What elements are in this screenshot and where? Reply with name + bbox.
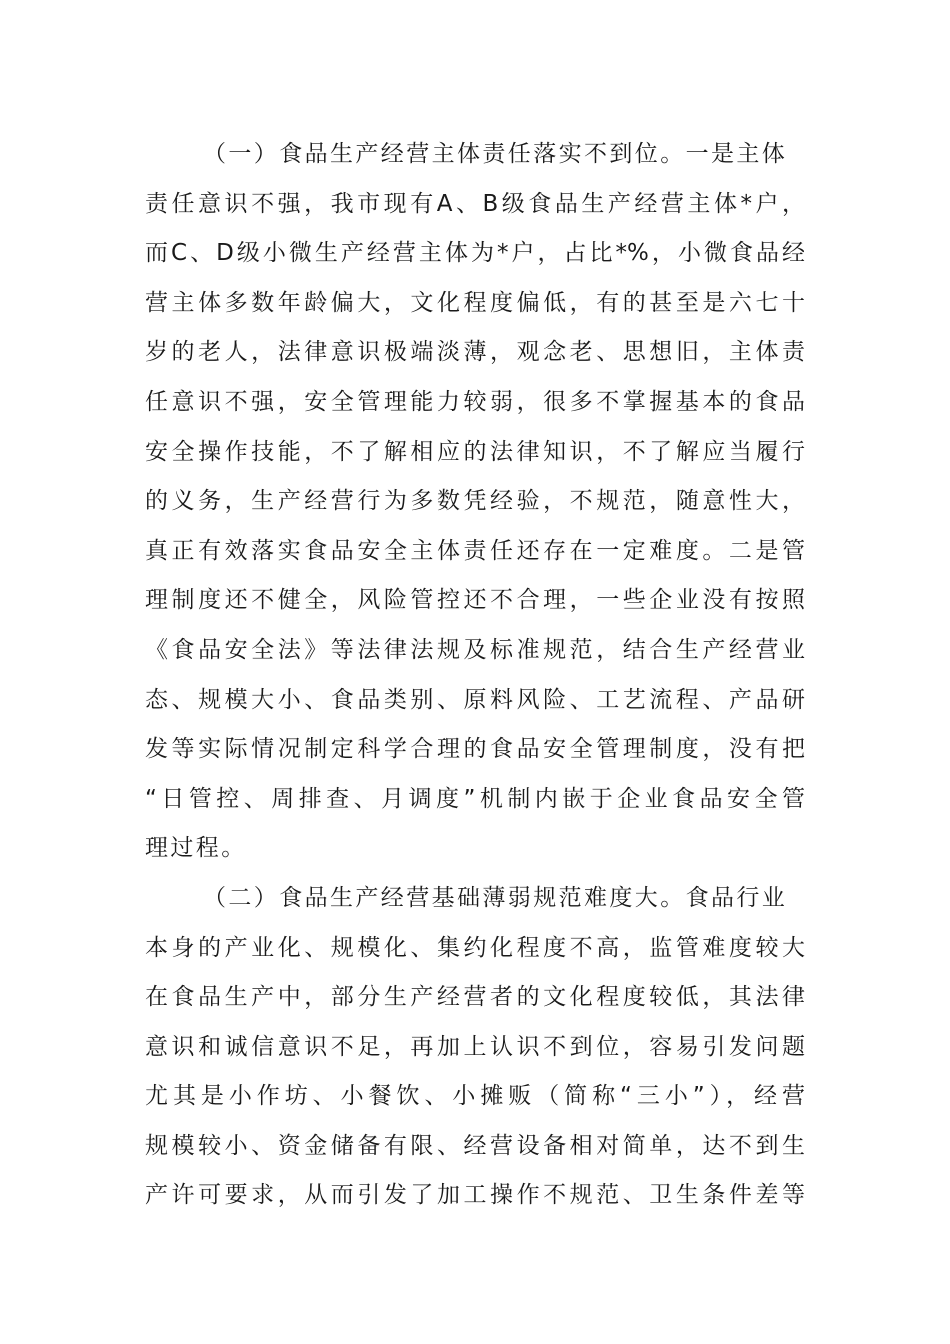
- paragraph-2-line-2: 本身的产业化、规模化、集约化程度不高，监管难度较大: [145, 934, 805, 961]
- paragraph-1-line-11: 《食品安全法》等法律法规及标准规范，结合生产经营业: [145, 636, 805, 663]
- paragraph-2-line-5: 尤其是小作坊、小餐饮、小摊贩（简称“三小”），经营: [145, 1083, 805, 1110]
- paragraph-1-line-4: 营主体多数年龄偏大，文化程度偏低，有的甚至是六七十: [145, 289, 805, 316]
- paragraph-1-line-15: 理过程。: [145, 835, 247, 862]
- paragraph-1-line-8: 的义务，生产经营行为多数凭经验，不规范，随意性大，: [145, 488, 805, 515]
- paragraph-1-line-3: 而C、D级小微生产经营主体为*户，占比*%，小微食品经: [145, 240, 805, 267]
- paragraph-1-line-14: “日管控、周排查、月调度”机制内嵌于企业食品安全管: [145, 785, 805, 812]
- paragraph-2-line-4: 意识和诚信意识不足，再加上认识不到位，容易引发问题: [145, 1033, 805, 1060]
- paragraph-2-line-1: （二）食品生产经营基础薄弱规范难度大。食品行业: [203, 884, 788, 911]
- paragraph-1-line-9: 真正有效落实食品安全主体责任还存在一定难度。二是管: [145, 537, 805, 564]
- paragraph-1-line-13: 发等实际情况制定科学合理的食品安全管理制度，没有把: [145, 736, 805, 763]
- paragraph-1-line-5: 岁的老人，法律意识极端淡薄，观念老、思想旧，主体责: [145, 339, 805, 366]
- paragraph-1-line-6: 任意识不强，安全管理能力较弱，很多不掌握基本的食品: [145, 388, 805, 415]
- paragraph-1-line-10: 理制度还不健全，风险管控还不合理，一些企业没有按照: [145, 587, 805, 614]
- paragraph-2-line-7: 产许可要求，从而引发了加工操作不规范、卫生条件差等: [145, 1182, 805, 1209]
- paragraph-1-line-2: 责任意识不强，我市现有A、B级食品生产经营主体*户，: [145, 190, 805, 217]
- document-body: [145, 130, 805, 1221]
- paragraph-2-line-6: 规模较小、资金储备有限、经营设备相对简单，达不到生: [145, 1132, 805, 1159]
- paragraph-1-line-7: 安全操作技能，不了解相应的法律知识，不了解应当履行: [145, 438, 805, 465]
- paragraph-2-line-3: 在食品生产中，部分生产经营者的文化程度较低，其法律: [145, 984, 805, 1011]
- paragraph-1-line-1: （一）食品生产经营主体责任落实不到位。一是主体: [203, 141, 788, 167]
- paragraph-1-line-12: 态、规模大小、食品类别、原料风险、工艺流程、产品研: [145, 686, 805, 713]
